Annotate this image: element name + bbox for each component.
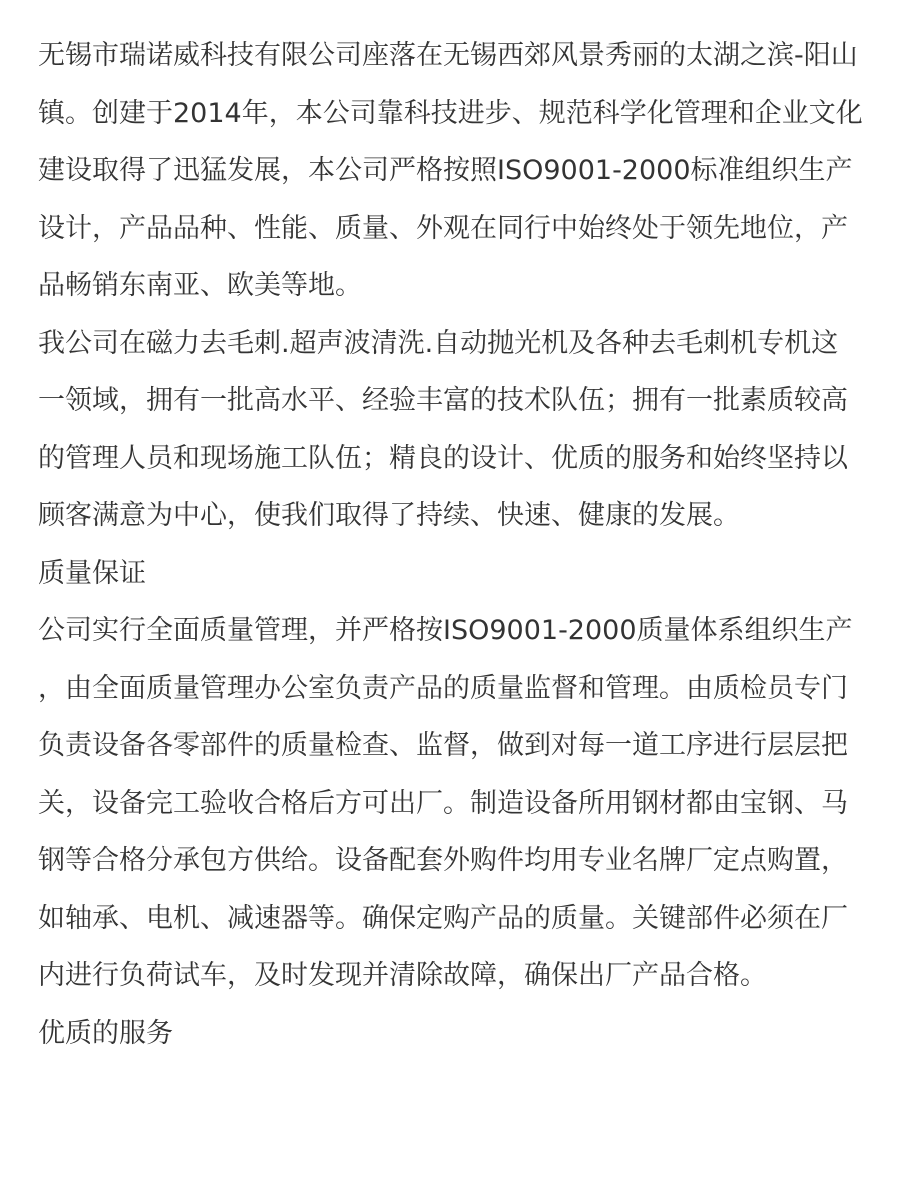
company-intro-paragraph: 无锡市瑞诺威科技有限公司座落在无锡西郊风景秀丽的太湖之滨-阳山镇。创建于2014年，本公司靠科技进步、规范科学化管理和企业文化建设取得了迅猛发展，本公司严格按照ISO9001-2000标准组织生产设计，产品品种、性能、质量、外观在同行中始终处于领先地位，产品畅销东南亚、欧美等地。 (38, 40, 863, 301)
capability-paragraph: 我公司在磁力去毛刺.超声波清洗.自动抛光机及各种去毛刺机专机这一领域，拥有一批高水平、经验丰富的技术队伍；拥有一批素质较高的管理人员和现场施工队伍；精良的设计、优质的服务和始终坚持以顾客满意为中心，使我们取得了持续、快速、健康的发展。 (38, 327, 848, 531)
quality-paragraph: 公司实行全面质量管理，并严格按ISO9001-2000质量体系组织生产，由全面质量管理办公室负责产品的质量监督和管理。由质检员专门负责设备各零部件的质量检查、监督，做到对每一道工序进行层层把关，设备完工验收合格后方可出厂。制造设备所用钢材都由宝钢、马钢等合格分承包方供给。设备配套外购件均用专业名牌厂定点购置，如轴承、电机、减速器等。确保定购产品的质量。关键部件必须在厂内进行负荷试车，及时发现并清除故障，确保出厂产品合格。 (38, 615, 853, 991)
quality-heading: 质量保证 (38, 557, 146, 589)
article-body (38, 27, 864, 1062)
service-heading: 优质的服务 (38, 1017, 173, 1049)
